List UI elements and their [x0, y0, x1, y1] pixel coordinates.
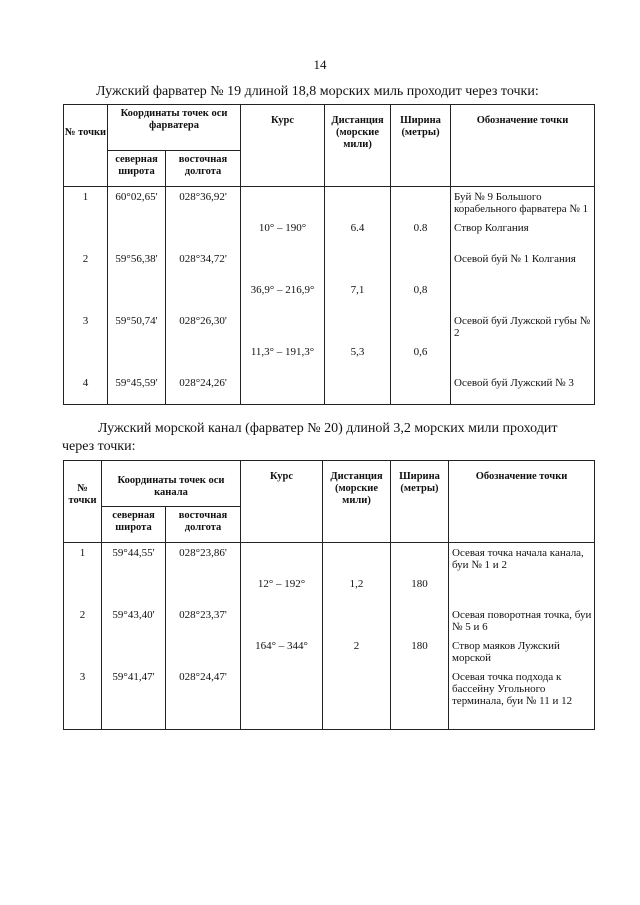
segment-distance: 2: [323, 636, 391, 667]
section1-heading: Лужский фарватер № 19 длиной 18,8 морских миль проходит через точки:: [96, 84, 539, 99]
point-no: 4: [64, 373, 108, 405]
point-lat: 60°02,65': [108, 187, 166, 219]
point-no: 1: [64, 543, 102, 575]
table-row: [64, 636, 595, 667]
segment-distance: 7,1: [325, 280, 391, 311]
header-point-no: № точки: [64, 461, 102, 543]
header-width: Ширина (метры): [391, 105, 451, 187]
segment-course: 12° – 192°: [241, 574, 323, 605]
header-course: Курс: [241, 461, 323, 543]
point-lon: 028°24,47': [166, 667, 241, 730]
point-name: Осевая точка подхода к бассейну Угольного терминала, буи № 11 и 12: [449, 667, 595, 730]
header-width: Ширина (метры): [391, 461, 449, 543]
table-row: [64, 187, 595, 219]
segment-name: [451, 342, 595, 373]
point-no: 3: [64, 311, 108, 342]
point-name: Осевой буй № 1 Колгания: [451, 249, 595, 280]
page-number: 14: [313, 57, 327, 72]
header-lat: северная широта: [102, 507, 166, 543]
table-row: [64, 373, 595, 405]
point-name: Осевой буй Лужской губы № 2: [451, 311, 595, 342]
point-lat: 59°41,47': [102, 667, 166, 730]
point-name: Осевая точка начала канала, буи № 1 и 2: [449, 543, 595, 606]
point-lon: 028°23,86': [166, 543, 241, 575]
point-lat: 59°50,74': [108, 311, 166, 342]
point-lon: 028°24,26': [166, 373, 241, 405]
segment-distance: 6.4: [325, 218, 391, 249]
segment-name: Створ Колгания: [451, 218, 595, 249]
header-lat: северная широта: [108, 151, 166, 187]
point-name: Осевая поворотная точка, буи № 5 и 6: [449, 605, 595, 636]
point-lon: 028°36,92': [166, 187, 241, 219]
segment-name: [451, 280, 595, 311]
header-point-no: № точки: [64, 105, 108, 187]
table-row: [64, 342, 595, 373]
header-designation: Обозначение точки: [449, 461, 595, 543]
segment-course: 164° – 344°: [241, 636, 323, 667]
segment-course: 10° – 190°: [241, 218, 325, 249]
segment-name: Створ маяков Лужский морской: [449, 636, 595, 667]
table-row: [64, 280, 595, 311]
table-row: [64, 543, 595, 575]
header-lon: восточная долгота: [166, 507, 241, 543]
segment-distance: 1,2: [323, 574, 391, 605]
header-coords: Координаты точек оси канала: [102, 461, 241, 507]
segment-width: 180: [391, 574, 449, 605]
table-row: [64, 667, 595, 730]
point-lat: 59°45,59': [108, 373, 166, 405]
point-lon: 028°26,30': [166, 311, 241, 342]
point-lat: 59°56,38': [108, 249, 166, 280]
header-course: Курс: [241, 105, 325, 187]
point-no: 2: [64, 605, 102, 636]
header-lon: восточная долгота: [166, 151, 241, 187]
segment-distance: 5,3: [325, 342, 391, 373]
section2-heading: Лужский морской канал (фарватер № 20) длиной 3,2 морских мили проходит через точки:: [62, 421, 558, 454]
point-lon: 028°34,72': [166, 249, 241, 280]
segment-course: 11,3° – 191,3°: [241, 342, 325, 373]
segment-width: 0.8: [391, 218, 451, 249]
segment-width: 0,6: [391, 342, 451, 373]
point-no: 1: [64, 187, 108, 219]
point-name: Осевой буй Лужский № 3: [451, 373, 595, 405]
header-distance: Дистанция (морские мили): [325, 105, 391, 187]
point-lon: 028°23,37': [166, 605, 241, 636]
fairway-19-table: [63, 104, 595, 405]
table-row: [64, 605, 595, 636]
segment-width: 180: [391, 636, 449, 667]
segment-course: 36,9° – 216,9°: [241, 280, 325, 311]
header-coords: Координаты точек оси фарватера: [108, 105, 241, 151]
point-no: 2: [64, 249, 108, 280]
point-name: Буй № 9 Большого корабельного фарватера № 1: [451, 187, 595, 219]
point-no: 3: [64, 667, 102, 730]
fairway-20-table: [63, 460, 595, 730]
header-designation: Обозначение точки: [451, 105, 595, 187]
table-row: [64, 249, 595, 280]
header-distance: Дистанция (морские мили): [323, 461, 391, 543]
table-row: [64, 218, 595, 249]
point-lat: 59°43,40': [102, 605, 166, 636]
point-lat: 59°44,55': [102, 543, 166, 575]
segment-width: 0,8: [391, 280, 451, 311]
table-row: [64, 311, 595, 342]
